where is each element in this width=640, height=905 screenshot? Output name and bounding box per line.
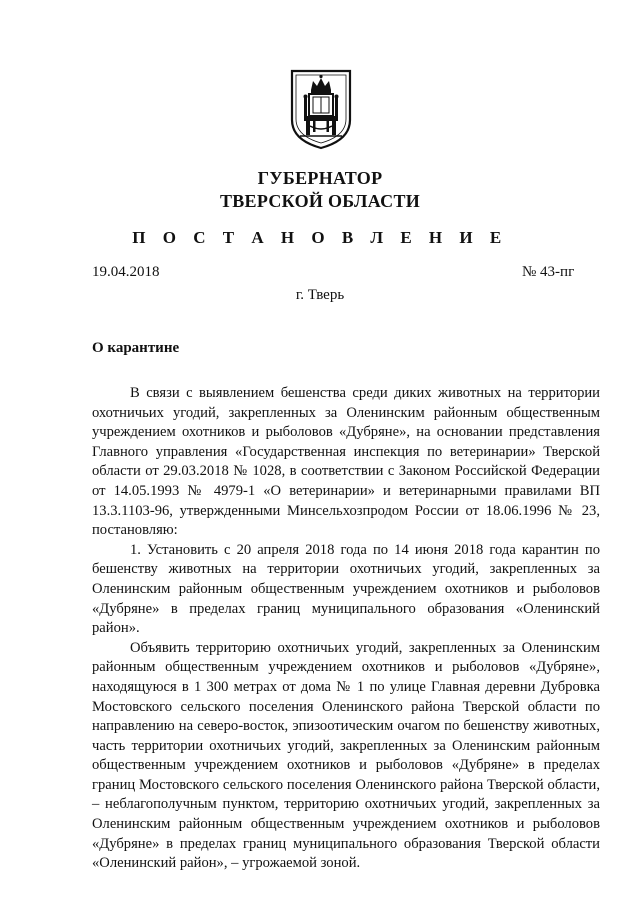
document-type-heading: П О С Т А Н О В Л Е Н И Е xyxy=(132,228,508,247)
document-subject: О карантине xyxy=(92,340,180,356)
document-city: г. Тверь xyxy=(295,287,345,303)
paragraph-declaration: Объявить территорию охотничьих угодий, закрепленных за Оленинским районным общественным учреждением охотников и рыболовов «Дубряне», находящуюся в 1 300 метрах от дома № 1 по улице Главная деревни Дубровка Мостовского сельского поселения Оленинского района Тверской области по направлению на северо-восток, эпизоотическим очагом по бешенству животных, часть территории охотничьих угодий, закрепленных за Оленинским районным общественным учреждением охотников и рыболовов «Дубряне» в пределах границ Мостовского сельского поселения Оленинского района Тверской области, – неблагополучным пунктом, территорию охотничьих угодий, закрепленных за Оленинским районным общественным учреждением охотников и рыболовов «Дубряне» в пределах границ муниципального образования Тверской области «Оленинский район», – угрожаемой зоной. xyxy=(92,639,600,872)
document-date: 19.04.2018 xyxy=(92,264,160,280)
tver-coat-of-arms-icon xyxy=(289,68,353,150)
paragraph-item-1: 1. Установить с 20 апреля 2018 года по 14 июня 2018 года карантин по бешенству животных на территории охотничьих угодий, закрепленных за Оленинским районным общественным учреждением охотников и рыболовов «Дубряне» в пределах границ муниципального образования «Оленинский район». xyxy=(92,541,600,637)
document-body xyxy=(92,384,600,874)
header-title-region: ТВЕРСКОЙ ОБЛАСТИ xyxy=(219,191,421,211)
document-number: № 43-пг xyxy=(522,264,575,280)
header-title-governor: ГУБЕРНАТОР xyxy=(257,168,383,188)
paragraph-preamble: В связи с выявлением бешенства среди диких животных на территории охотничьих угодий, закрепленных за Оленинским районным общественным учреждением охотников и рыболовов «Дубряне», на основании представления Главного управления «Государственная инспекция по ветеринарии» Тверской области от 29.03.2018 № 1028, в соответствии с Законом Российской Федерации от 14.05.1993 № 4979-1 «О ветеринарии» и ветеринарными правилами ВП 13.3.1103-96, утвержденными Минсельхозпродом России от 18.06.1996 № 23, постановляю: xyxy=(92,385,600,539)
